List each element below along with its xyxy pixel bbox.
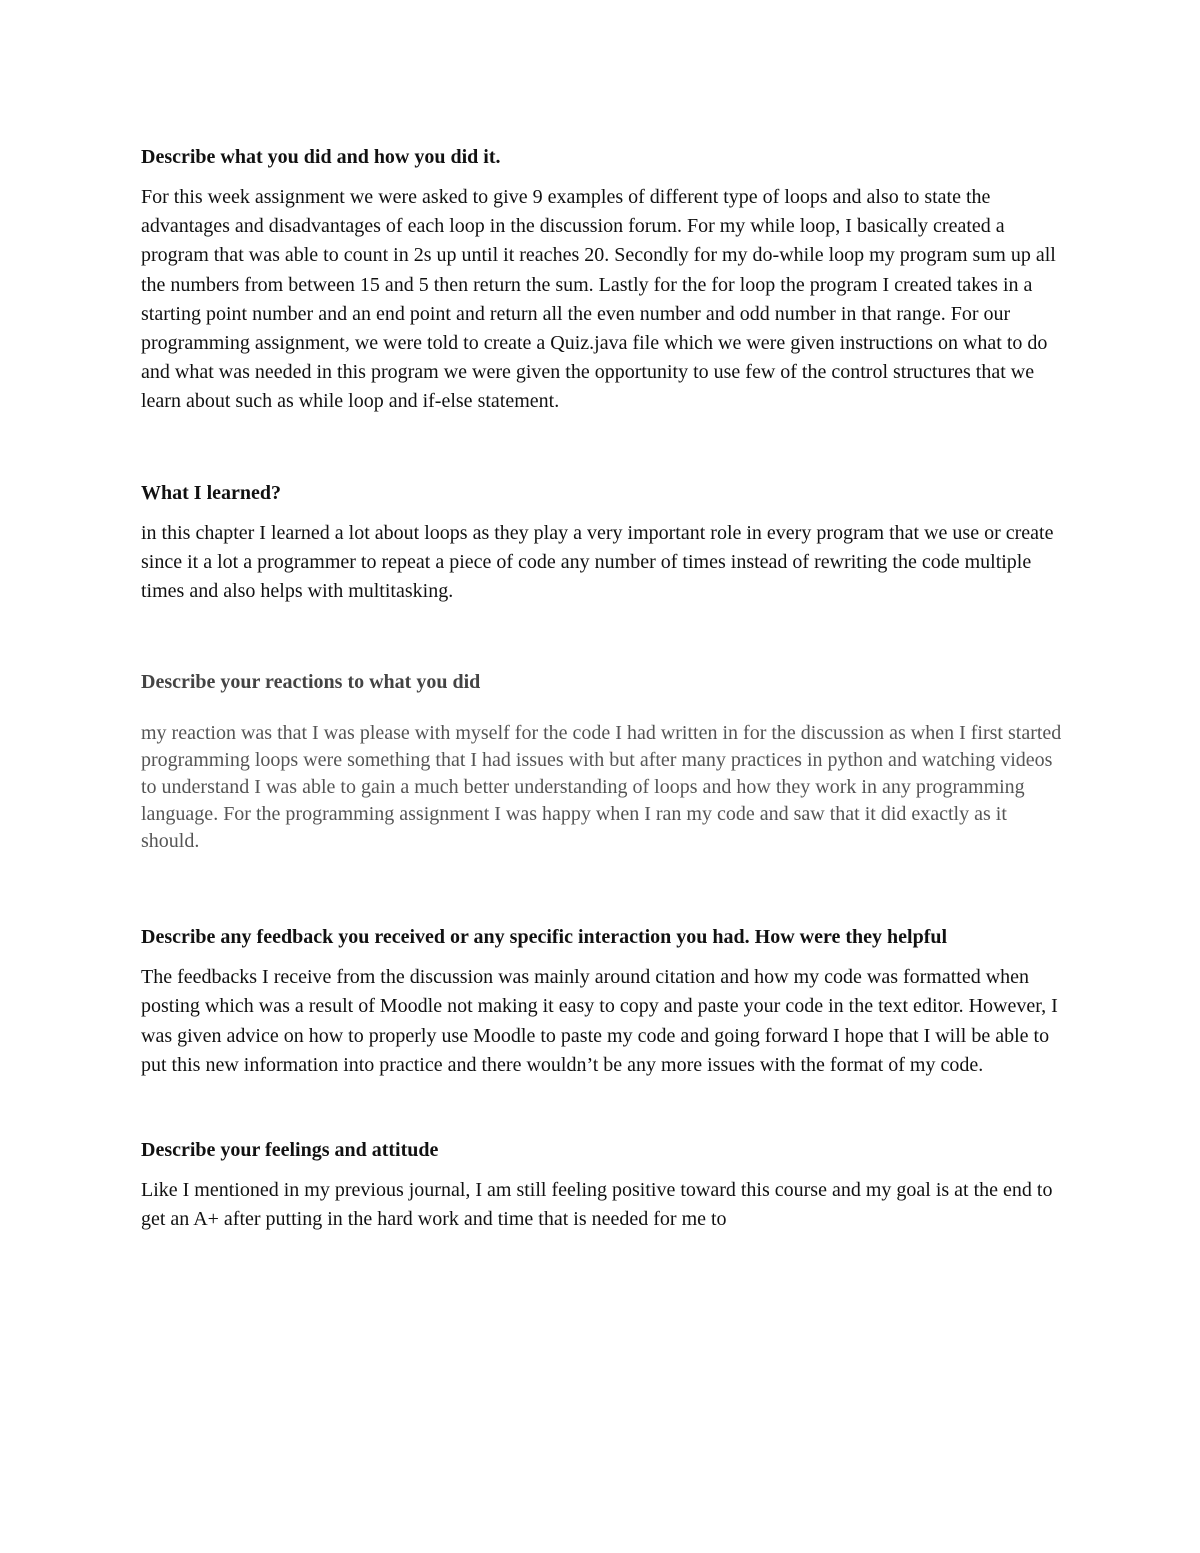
document-content [141, 143, 1066, 1234]
section-heading: Describe your reactions to what you did [141, 671, 481, 694]
section-body: my reaction was that I was please with myself for the code I had written in for the discussion as when I first started programming loops were something that I had issues with but after many practices in python and watching videos to understand I was able to gain a much better understanding of loops and how they work in any programming language. For the programming assignment I was happy when I ran my code and saw that it did exactly as it should. [141, 722, 1062, 853]
section-heading: What I learned? [141, 481, 281, 504]
section-what-you-did [141, 143, 1066, 417]
section-feelings [141, 1136, 1066, 1234]
section-reactions [141, 668, 1066, 855]
section-what-i-learned [141, 479, 1066, 607]
section-heading: Describe your feelings and attitude [141, 1139, 439, 1162]
section-body: For this week assignment we were asked to give 9 examples of different type of loops and also to state the advantages and disadvantages of each loop in the discussion forum. For my while loop, I basically created a program that was able to count in 2s up until it reaches 20. Secondly for my do-while loop my program sum up all the numbers from between 15 and 5 then return the sum. Lastly for the for loop the program I created takes in a starting point number and an end point and return all the even number and odd number in that range. For our programming assignment, we were told to create a Quiz.java file which we were given instructions on what to do and what was needed in this program we were given the opportunity to use few of the control structures that we learn about such as while loop and if-else statement. [141, 186, 1056, 413]
section-body: in this chapter I learned a lot about loops as they play a very important role in every program that we use or create since it a lot a programmer to repeat a piece of code any number of times instead of rewriting the code multiple times and also helps with multitasking. [141, 521, 1054, 603]
section-heading: Describe what you did and how you did it. [141, 146, 501, 168]
section-body: The feedbacks I receive from the discussion was mainly around citation and how my code was formatted when posting which was a result of Moodle not making it easy to copy and paste your code in the text editor. However, I was given advice on how to properly use Moodle to paste my code and going forward I hope that I will be able to put this new information into practice and there wouldn’t be any more issues with the format of my code. [141, 966, 1058, 1076]
section-feedback [141, 923, 1066, 1080]
section-body: Like I mentioned in my previous journal, I am still feeling positive toward this course and my goal is at the end to get an A+ after putting in the hard work and time that is needed for me to [141, 1179, 1053, 1231]
section-heading: Describe any feedback you received or any specific interaction you had. How were they helpful [141, 926, 948, 949]
